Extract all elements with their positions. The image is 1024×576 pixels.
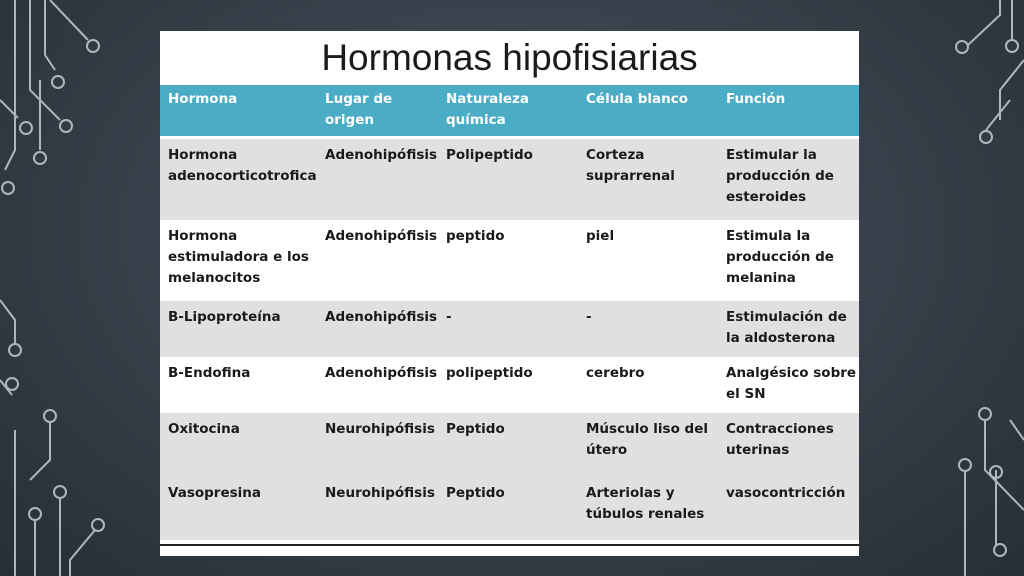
table-row (160, 413, 859, 477)
header-hormona: Hormona (160, 85, 317, 138)
cell-celula: Corteza suprarrenal (578, 138, 718, 221)
header-lugar-de-origen: Lugar de origen (317, 85, 438, 138)
cell-naturaleza: Peptido (438, 413, 578, 477)
slide (160, 31, 859, 556)
cell-hormona: Hormona estimuladora e los melanocitos (160, 220, 317, 301)
table-header-row (160, 85, 859, 138)
cell-naturaleza: - (438, 301, 578, 357)
cell-naturaleza: Polipeptido (438, 138, 578, 221)
cell-celula: Músculo liso del útero (578, 413, 718, 477)
cell-naturaleza: polipeptido (438, 357, 578, 413)
cell-lugar: Neurohipófisis (317, 477, 438, 540)
slide-title: Hormonas hipofisiarias (321, 37, 698, 78)
table-row (160, 220, 859, 301)
header-funcion: Función (718, 85, 859, 138)
cell-naturaleza: peptido (438, 220, 578, 301)
cell-lugar: Adenohipófisis (317, 357, 438, 413)
cell-celula: cerebro (578, 357, 718, 413)
cell-lugar: Adenohipófisis (317, 220, 438, 301)
cell-lugar: Adenohipófisis (317, 138, 438, 221)
header-naturaleza-quimica: Naturaleza química (438, 85, 578, 138)
cell-funcion: Analgésico sobre el SN (718, 357, 859, 413)
cell-hormona: Hormona adenocorticotrofica (160, 138, 317, 221)
cell-celula: Arteriolas y túbulos renales (578, 477, 718, 540)
cell-funcion: Estimular la producción de esteroides (718, 138, 859, 221)
cell-funcion: vasocontricción (718, 477, 859, 540)
cell-naturaleza: Peptido (438, 477, 578, 540)
cell-funcion: Estimulación de la aldosterona (718, 301, 859, 357)
cell-hormona: B-Endofina (160, 357, 317, 413)
cell-celula: piel (578, 220, 718, 301)
cell-funcion: Estimula la producción de melanina (718, 220, 859, 301)
table-row (160, 138, 859, 221)
table-row (160, 357, 859, 413)
cell-hormona: Oxitocina (160, 413, 317, 477)
table-row (160, 477, 859, 540)
cell-hormona: B-Lipoproteína (160, 301, 317, 357)
hormones-table (160, 85, 859, 540)
cell-lugar: Neurohipófisis (317, 413, 438, 477)
table-bottom-border (160, 544, 859, 546)
table-row (160, 301, 859, 357)
cell-celula: - (578, 301, 718, 357)
cell-lugar: Adenohipófisis (317, 301, 438, 357)
cell-hormona: Vasopresina (160, 477, 317, 540)
cell-funcion: Contracciones uterinas (718, 413, 859, 477)
header-celula-blanco: Célula blanco (578, 85, 718, 138)
